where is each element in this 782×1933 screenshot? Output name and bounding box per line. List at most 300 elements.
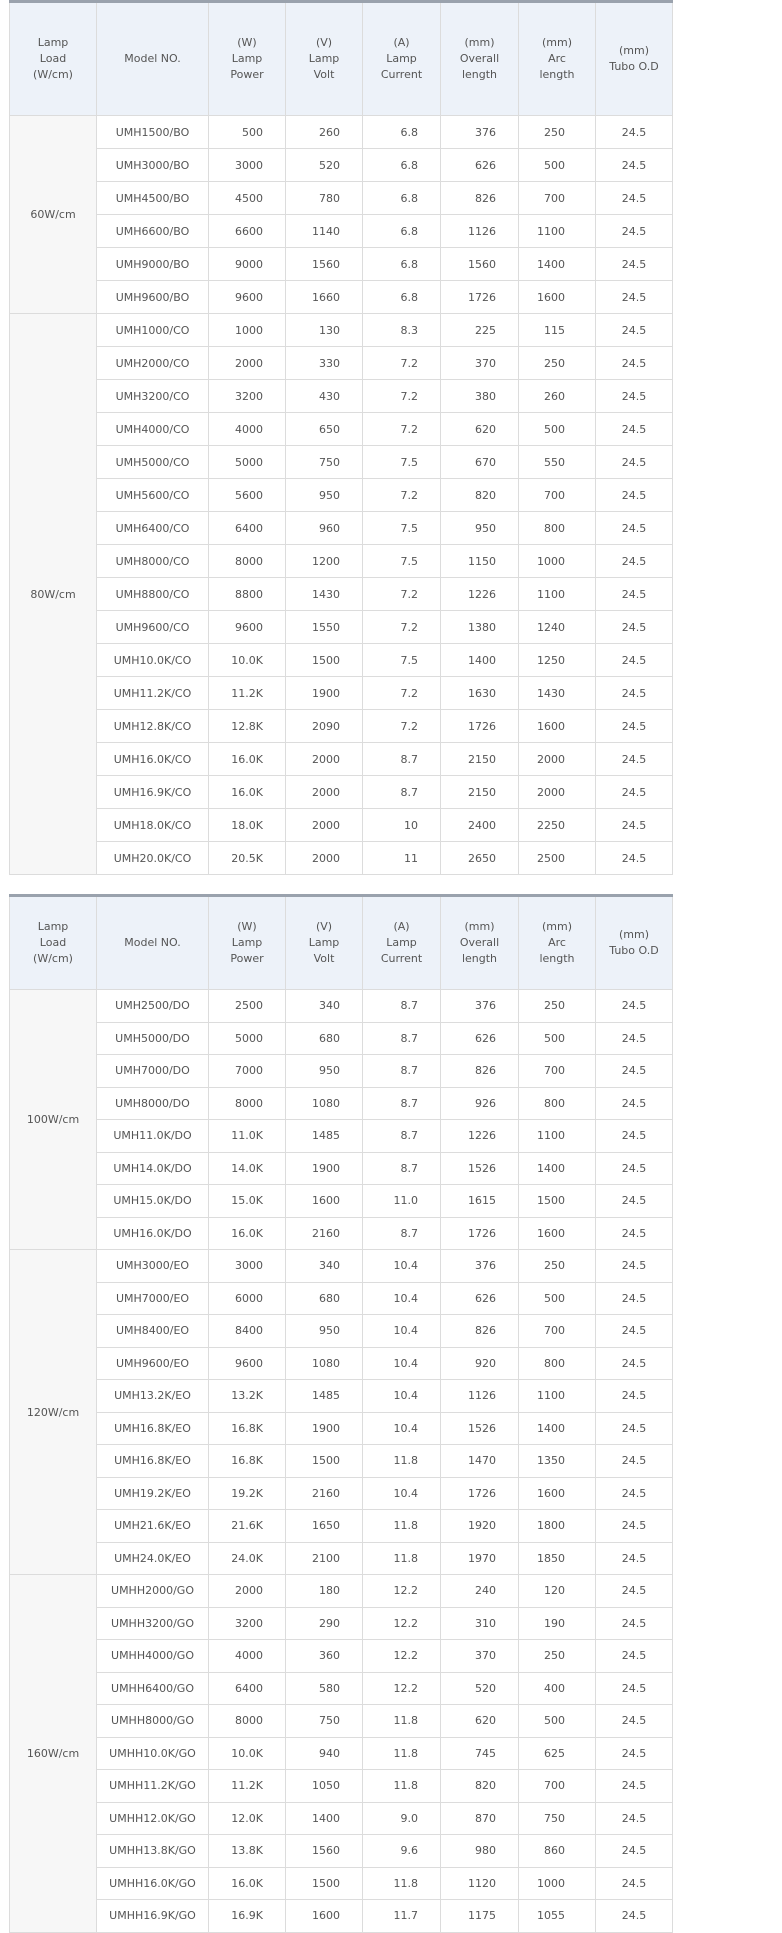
arc-length-cell: 860: [519, 1835, 596, 1868]
lamp-current-cell: 10.4: [363, 1315, 441, 1348]
arc-length-cell: 2250: [519, 809, 596, 842]
table-row: [10, 1087, 673, 1120]
header-lamp-current: (A) Lamp Current: [363, 896, 441, 990]
lamp-power-cell: 2500: [209, 990, 286, 1023]
lamp-power-cell: 5600: [209, 479, 286, 512]
lamp-current-cell: 8.3: [363, 314, 441, 347]
overall-length-cell: 1615: [441, 1185, 519, 1218]
arc-length-cell: 250: [519, 347, 596, 380]
lamp-volt-cell: 1560: [286, 248, 363, 281]
tube-od-cell: 24.5: [596, 1055, 673, 1088]
lamp-volt-cell: 1660: [286, 281, 363, 314]
table-row: [10, 1185, 673, 1218]
lamp-power-cell: 500: [209, 116, 286, 149]
lamp-power-cell: 4000: [209, 1640, 286, 1673]
tube-od-cell: 24.5: [596, 1640, 673, 1673]
table-row: [10, 1315, 673, 1348]
arc-length-cell: 700: [519, 1770, 596, 1803]
lamp-load-cell: 160W/cm: [10, 1575, 97, 1933]
table-row: [10, 545, 673, 578]
arc-length-cell: 1250: [519, 644, 596, 677]
table-row: [10, 314, 673, 347]
model-no-cell: UMHH16.0K/GO: [97, 1867, 209, 1900]
model-no-cell: UMH4000/CO: [97, 413, 209, 446]
tube-od-cell: 24.5: [596, 1380, 673, 1413]
overall-length-cell: 1726: [441, 710, 519, 743]
tube-od-cell: 24.5: [596, 776, 673, 809]
table-row: [10, 1737, 673, 1770]
lamp-power-cell: 14.0K: [209, 1152, 286, 1185]
model-no-cell: UMHH12.0K/GO: [97, 1802, 209, 1835]
overall-length-cell: 670: [441, 446, 519, 479]
table-row: [10, 1640, 673, 1673]
table-row: [10, 611, 673, 644]
lamp-power-cell: 2000: [209, 1575, 286, 1608]
header-lamp-volt: (V) Lamp Volt: [286, 896, 363, 990]
arc-length-cell: 1430: [519, 677, 596, 710]
lamp-current-cell: 8.7: [363, 1217, 441, 1250]
overall-length-cell: 1226: [441, 1120, 519, 1153]
arc-length-cell: 250: [519, 1250, 596, 1283]
table-row: [10, 1575, 673, 1608]
overall-length-cell: 376: [441, 990, 519, 1023]
tube-od-cell: 24.5: [596, 1152, 673, 1185]
table-row: [10, 116, 673, 149]
lamp-power-cell: 15.0K: [209, 1185, 286, 1218]
arc-length-cell: 800: [519, 1087, 596, 1120]
tube-od-cell: 24.5: [596, 710, 673, 743]
lamp-current-cell: 11: [363, 842, 441, 875]
model-no-cell: UMH6400/CO: [97, 512, 209, 545]
lamp-volt-cell: 1560: [286, 1835, 363, 1868]
model-no-cell: UMH2500/DO: [97, 990, 209, 1023]
lamp-volt-cell: 2000: [286, 743, 363, 776]
table-row: [10, 215, 673, 248]
lamp-current-cell: 7.5: [363, 644, 441, 677]
tube-od-cell: 24.5: [596, 1607, 673, 1640]
lamp-power-cell: 16.0K: [209, 743, 286, 776]
lamp-current-cell: 11.8: [363, 1867, 441, 1900]
header-lamp-load: Lamp Load (W/cm): [10, 2, 97, 116]
lamp-volt-cell: 1900: [286, 1412, 363, 1445]
model-no-cell: UMH18.0K/CO: [97, 809, 209, 842]
lamp-current-cell: 8.7: [363, 1087, 441, 1120]
lamp-current-cell: 6.8: [363, 215, 441, 248]
table-row: [10, 743, 673, 776]
lamp-power-cell: 1000: [209, 314, 286, 347]
lamp-power-cell: 21.6K: [209, 1510, 286, 1543]
table-row: [10, 413, 673, 446]
table-row: [10, 1152, 673, 1185]
overall-length-cell: 620: [441, 1705, 519, 1738]
model-no-cell: UMH16.8K/EO: [97, 1412, 209, 1445]
table-row: [10, 710, 673, 743]
lamp-volt-cell: 340: [286, 1250, 363, 1283]
overall-length-cell: 826: [441, 1055, 519, 1088]
tube-od-cell: 24.5: [596, 1315, 673, 1348]
table-row: [10, 512, 673, 545]
tube-od-cell: 24.5: [596, 116, 673, 149]
model-no-cell: UMHH13.8K/GO: [97, 1835, 209, 1868]
overall-length-cell: 2150: [441, 776, 519, 809]
arc-length-cell: 250: [519, 116, 596, 149]
lamp-current-cell: 9.6: [363, 1835, 441, 1868]
lamp-current-cell: 7.2: [363, 380, 441, 413]
tube-od-cell: 24.5: [596, 413, 673, 446]
lamp-power-cell: 3200: [209, 1607, 286, 1640]
arc-length-cell: 1000: [519, 545, 596, 578]
arc-length-cell: 500: [519, 1022, 596, 1055]
model-no-cell: UMHH11.2K/GO: [97, 1770, 209, 1803]
model-no-cell: UMH9600/EO: [97, 1347, 209, 1380]
overall-length-cell: 820: [441, 1770, 519, 1803]
table-row: [10, 1217, 673, 1250]
tube-od-cell: 24.5: [596, 1705, 673, 1738]
lamp-load-cell: 60W/cm: [10, 116, 97, 314]
tube-od-cell: 24.5: [596, 347, 673, 380]
lamp-power-cell: 16.8K: [209, 1412, 286, 1445]
lamp-volt-cell: 1080: [286, 1347, 363, 1380]
arc-length-cell: 1400: [519, 1412, 596, 1445]
lamp-current-cell: 7.2: [363, 611, 441, 644]
lamp-current-cell: 10: [363, 809, 441, 842]
lamp-volt-cell: 2090: [286, 710, 363, 743]
lamp-current-cell: 7.2: [363, 413, 441, 446]
lamp-power-cell: 5000: [209, 1022, 286, 1055]
lamp-power-cell: 24.0K: [209, 1542, 286, 1575]
lamp-power-cell: 4500: [209, 182, 286, 215]
overall-length-cell: 2650: [441, 842, 519, 875]
overall-length-cell: 225: [441, 314, 519, 347]
lamp-current-cell: 12.2: [363, 1640, 441, 1673]
lamp-current-cell: 12.2: [363, 1672, 441, 1705]
model-no-cell: UMH16.9K/CO: [97, 776, 209, 809]
table-row: [10, 677, 673, 710]
model-no-cell: UMHH2000/GO: [97, 1575, 209, 1608]
model-no-cell: UMH9600/BO: [97, 281, 209, 314]
model-no-cell: UMH16.0K/CO: [97, 743, 209, 776]
lamp-current-cell: 7.5: [363, 512, 441, 545]
model-no-cell: UMH13.2K/EO: [97, 1380, 209, 1413]
table-row: [10, 1770, 673, 1803]
lamp-power-cell: 3200: [209, 380, 286, 413]
model-no-cell: UMH12.8K/CO: [97, 710, 209, 743]
tube-od-cell: 24.5: [596, 1672, 673, 1705]
lamp-current-cell: 10.4: [363, 1347, 441, 1380]
lamp-volt-cell: 360: [286, 1640, 363, 1673]
model-no-cell: UMH9000/BO: [97, 248, 209, 281]
tube-od-cell: 24.5: [596, 281, 673, 314]
header-overall-length: (mm) Overall length: [441, 896, 519, 990]
table-row: [10, 182, 673, 215]
lamp-volt-cell: 1900: [286, 677, 363, 710]
model-no-cell: UMHH6400/GO: [97, 1672, 209, 1705]
overall-length-cell: 370: [441, 1640, 519, 1673]
lamp-power-cell: 11.0K: [209, 1120, 286, 1153]
model-no-cell: UMH11.0K/DO: [97, 1120, 209, 1153]
table-row: [10, 990, 673, 1023]
table-row: [10, 281, 673, 314]
lamp-volt-cell: 1200: [286, 545, 363, 578]
table-row: [10, 644, 673, 677]
table-row: [10, 1477, 673, 1510]
overall-length-cell: 620: [441, 413, 519, 446]
lamp-volt-cell: 1550: [286, 611, 363, 644]
model-no-cell: UMH5000/DO: [97, 1022, 209, 1055]
model-no-cell: UMH3000/BO: [97, 149, 209, 182]
lamp-power-cell: 11.2K: [209, 677, 286, 710]
lamp-power-cell: 4000: [209, 413, 286, 446]
table-row: [10, 1705, 673, 1738]
lamp-current-cell: 10.4: [363, 1477, 441, 1510]
lamp-volt-cell: 2100: [286, 1542, 363, 1575]
lamp-volt-cell: 1400: [286, 1802, 363, 1835]
lamp-power-cell: 10.0K: [209, 1737, 286, 1770]
tube-od-cell: 24.5: [596, 149, 673, 182]
lamp-volt-cell: 1080: [286, 1087, 363, 1120]
lamp-volt-cell: 960: [286, 512, 363, 545]
arc-length-cell: 1500: [519, 1185, 596, 1218]
model-no-cell: UMHH4000/GO: [97, 1640, 209, 1673]
table-row: [10, 1510, 673, 1543]
arc-length-cell: 1055: [519, 1900, 596, 1933]
model-no-cell: UMH1500/BO: [97, 116, 209, 149]
lamp-power-cell: 6400: [209, 512, 286, 545]
spec-table-2: [9, 894, 673, 1933]
lamp-current-cell: 7.2: [363, 710, 441, 743]
tube-od-cell: 24.5: [596, 578, 673, 611]
lamp-volt-cell: 2000: [286, 809, 363, 842]
tube-od-cell: 24.5: [596, 248, 673, 281]
tube-od-cell: 24.5: [596, 1120, 673, 1153]
model-no-cell: UMHH16.9K/GO: [97, 1900, 209, 1933]
overall-length-cell: 626: [441, 1282, 519, 1315]
overall-length-cell: 2150: [441, 743, 519, 776]
tube-od-cell: 24.5: [596, 446, 673, 479]
table-row: [10, 842, 673, 875]
arc-length-cell: 700: [519, 182, 596, 215]
lamp-power-cell: 9600: [209, 281, 286, 314]
arc-length-cell: 750: [519, 1802, 596, 1835]
arc-length-cell: 1350: [519, 1445, 596, 1478]
arc-length-cell: 500: [519, 149, 596, 182]
table-row: [10, 776, 673, 809]
lamp-volt-cell: 1650: [286, 1510, 363, 1543]
overall-length-cell: 1970: [441, 1542, 519, 1575]
lamp-current-cell: 8.7: [363, 743, 441, 776]
tube-od-cell: 24.5: [596, 611, 673, 644]
tube-od-cell: 24.5: [596, 1867, 673, 1900]
tube-od-cell: 24.5: [596, 1282, 673, 1315]
model-no-cell: UMH8400/EO: [97, 1315, 209, 1348]
overall-length-cell: 1150: [441, 545, 519, 578]
lamp-volt-cell: 950: [286, 1315, 363, 1348]
lamp-current-cell: 6.8: [363, 281, 441, 314]
arc-length-cell: 115: [519, 314, 596, 347]
overall-length-cell: 1630: [441, 677, 519, 710]
overall-length-cell: 380: [441, 380, 519, 413]
table-row: [10, 1120, 673, 1153]
lamp-power-cell: 13.8K: [209, 1835, 286, 1868]
arc-length-cell: 800: [519, 512, 596, 545]
header-model-no: Model NO.: [97, 896, 209, 990]
lamp-power-cell: 7000: [209, 1055, 286, 1088]
lamp-power-cell: 8000: [209, 1087, 286, 1120]
table-row: [10, 1542, 673, 1575]
table-body: [10, 116, 673, 875]
model-no-cell: UMH8000/CO: [97, 545, 209, 578]
tube-od-cell: 24.5: [596, 842, 673, 875]
table-row: [10, 1802, 673, 1835]
model-no-cell: UMH9600/CO: [97, 611, 209, 644]
model-no-cell: UMH2000/CO: [97, 347, 209, 380]
tube-od-cell: 24.5: [596, 1022, 673, 1055]
model-no-cell: UMH10.0K/CO: [97, 644, 209, 677]
arc-length-cell: 1240: [519, 611, 596, 644]
lamp-current-cell: 8.7: [363, 1055, 441, 1088]
arc-length-cell: 1100: [519, 578, 596, 611]
arc-length-cell: 700: [519, 1315, 596, 1348]
arc-length-cell: 2000: [519, 776, 596, 809]
overall-length-cell: 950: [441, 512, 519, 545]
table-row: [10, 1867, 673, 1900]
lamp-current-cell: 7.5: [363, 446, 441, 479]
tube-od-cell: 24.5: [596, 182, 673, 215]
lamp-volt-cell: 290: [286, 1607, 363, 1640]
arc-length-cell: 1400: [519, 1152, 596, 1185]
model-no-cell: UMH4500/BO: [97, 182, 209, 215]
overall-length-cell: 870: [441, 1802, 519, 1835]
header-tube-od: (mm) Tubo O.D: [596, 2, 673, 116]
tube-od-cell: 24.5: [596, 1575, 673, 1608]
tube-od-cell: 24.5: [596, 545, 673, 578]
lamp-power-cell: 8000: [209, 1705, 286, 1738]
model-no-cell: UMH15.0K/DO: [97, 1185, 209, 1218]
lamp-load-cell: 120W/cm: [10, 1250, 97, 1575]
tube-od-cell: 24.5: [596, 1510, 673, 1543]
tube-od-cell: 24.5: [596, 677, 673, 710]
tube-od-cell: 24.5: [596, 314, 673, 347]
lamp-volt-cell: 520: [286, 149, 363, 182]
model-no-cell: UMH19.2K/EO: [97, 1477, 209, 1510]
spec-table-1: [9, 0, 673, 875]
lamp-current-cell: 7.5: [363, 545, 441, 578]
lamp-volt-cell: 580: [286, 1672, 363, 1705]
lamp-current-cell: 11.0: [363, 1185, 441, 1218]
tube-od-cell: 24.5: [596, 1445, 673, 1478]
lamp-current-cell: 9.0: [363, 1802, 441, 1835]
lamp-volt-cell: 1900: [286, 1152, 363, 1185]
arc-length-cell: 500: [519, 1282, 596, 1315]
overall-length-cell: 370: [441, 347, 519, 380]
arc-length-cell: 1600: [519, 1477, 596, 1510]
lamp-power-cell: 9600: [209, 611, 286, 644]
table-row: [10, 1900, 673, 1933]
table-row: [10, 446, 673, 479]
model-no-cell: UMH6600/BO: [97, 215, 209, 248]
arc-length-cell: 625: [519, 1737, 596, 1770]
table-row: [10, 248, 673, 281]
header-overall-length: (mm) Overall length: [441, 2, 519, 116]
tube-od-cell: 24.5: [596, 215, 673, 248]
lamp-current-cell: 11.8: [363, 1705, 441, 1738]
model-no-cell: UMHH10.0K/GO: [97, 1737, 209, 1770]
lamp-volt-cell: 2000: [286, 776, 363, 809]
arc-length-cell: 1400: [519, 248, 596, 281]
tube-od-cell: 24.5: [596, 644, 673, 677]
lamp-volt-cell: 130: [286, 314, 363, 347]
lamp-current-cell: 6.8: [363, 149, 441, 182]
lamp-current-cell: 11.8: [363, 1510, 441, 1543]
arc-length-cell: 1850: [519, 1542, 596, 1575]
tube-od-cell: 24.5: [596, 743, 673, 776]
lamp-volt-cell: 1140: [286, 215, 363, 248]
table-row: [10, 1412, 673, 1445]
lamp-power-cell: 6400: [209, 1672, 286, 1705]
overall-length-cell: 376: [441, 1250, 519, 1283]
lamp-current-cell: 10.4: [363, 1250, 441, 1283]
table-row: [10, 1347, 673, 1380]
tube-od-cell: 24.5: [596, 512, 673, 545]
lamp-volt-cell: 2000: [286, 842, 363, 875]
model-no-cell: UMH11.2K/CO: [97, 677, 209, 710]
header-tube-od: (mm) Tubo O.D: [596, 896, 673, 990]
arc-length-cell: 1600: [519, 1217, 596, 1250]
lamp-power-cell: 11.2K: [209, 1770, 286, 1803]
model-no-cell: UMH8000/DO: [97, 1087, 209, 1120]
overall-length-cell: 1526: [441, 1412, 519, 1445]
table-body: [10, 990, 673, 1933]
table-row: [10, 1672, 673, 1705]
lamp-current-cell: 6.8: [363, 248, 441, 281]
arc-length-cell: 2000: [519, 743, 596, 776]
lamp-volt-cell: 680: [286, 1022, 363, 1055]
model-no-cell: UMH14.0K/DO: [97, 1152, 209, 1185]
table-row: [10, 578, 673, 611]
model-no-cell: UMH7000/EO: [97, 1282, 209, 1315]
arc-length-cell: 1100: [519, 215, 596, 248]
lamp-current-cell: 11.8: [363, 1737, 441, 1770]
table-row: [10, 347, 673, 380]
lamp-volt-cell: 1600: [286, 1185, 363, 1218]
header-lamp-volt: (V) Lamp Volt: [286, 2, 363, 116]
overall-length-cell: 920: [441, 1347, 519, 1380]
overall-length-cell: 980: [441, 1835, 519, 1868]
lamp-volt-cell: 680: [286, 1282, 363, 1315]
table-row: [10, 1380, 673, 1413]
model-no-cell: UMH5600/CO: [97, 479, 209, 512]
overall-length-cell: 826: [441, 182, 519, 215]
model-no-cell: UMH24.0K/EO: [97, 1542, 209, 1575]
lamp-power-cell: 16.0K: [209, 776, 286, 809]
lamp-volt-cell: 340: [286, 990, 363, 1023]
model-no-cell: UMH8800/CO: [97, 578, 209, 611]
lamp-volt-cell: 2160: [286, 1217, 363, 1250]
lamp-current-cell: 6.8: [363, 182, 441, 215]
arc-length-cell: 1100: [519, 1120, 596, 1153]
lamp-power-cell: 5000: [209, 446, 286, 479]
lamp-current-cell: 6.8: [363, 116, 441, 149]
lamp-power-cell: 13.2K: [209, 1380, 286, 1413]
lamp-current-cell: 7.2: [363, 347, 441, 380]
model-no-cell: UMHH8000/GO: [97, 1705, 209, 1738]
tube-od-cell: 24.5: [596, 1737, 673, 1770]
overall-length-cell: 926: [441, 1087, 519, 1120]
overall-length-cell: 820: [441, 479, 519, 512]
model-no-cell: UMH20.0K/CO: [97, 842, 209, 875]
lamp-current-cell: 10.4: [363, 1412, 441, 1445]
lamp-volt-cell: 1500: [286, 644, 363, 677]
